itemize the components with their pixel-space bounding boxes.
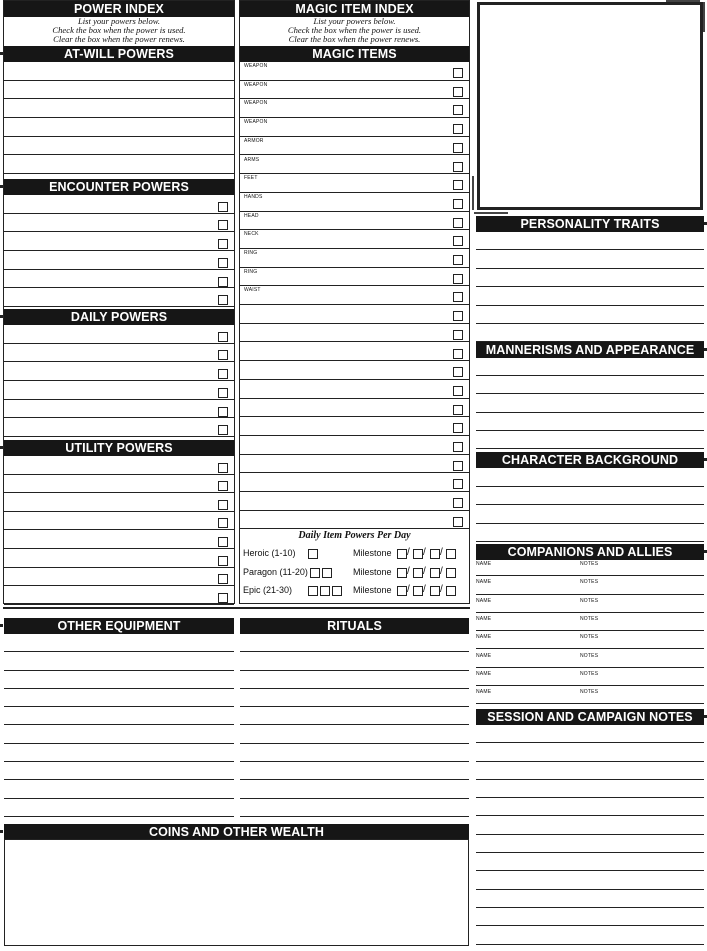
coins-wealth-header: COINS AND OTHER WEALTH: [4, 824, 469, 840]
session-note-line[interactable]: [476, 743, 704, 761]
session-note-line[interactable]: [476, 780, 704, 798]
edge-tick: [0, 52, 3, 55]
milestone-separator: /: [407, 584, 410, 595]
mannerisms-line[interactable]: [476, 358, 704, 376]
instruction-line: Clear the box when the power renews.: [288, 34, 421, 44]
power-index-title: POWER INDEX: [4, 1, 234, 17]
section-divider: [3, 607, 470, 609]
frame-corner-ornament: [474, 206, 508, 214]
frame-corner-ornament: [666, 0, 700, 10]
companion-notes-label: NOTES: [580, 561, 599, 567]
companion-notes-label: NOTES: [580, 670, 599, 677]
milestone-separator: /: [423, 584, 426, 595]
milestone-label: Milestone: [353, 566, 392, 577]
equipment-line[interactable]: [4, 652, 234, 670]
equipment-line[interactable]: [4, 799, 234, 817]
ritual-line[interactable]: [240, 652, 469, 670]
companion-name-label: NAME: [476, 561, 492, 567]
equipment-line[interactable]: [4, 634, 234, 652]
session-note-line[interactable]: [476, 890, 704, 908]
instruction-line: List your powers below.: [313, 16, 396, 26]
item-slot-label: WEAPON: [244, 119, 268, 126]
equipment-line[interactable]: [4, 671, 234, 689]
item-slot-label: ARMOR: [244, 137, 264, 144]
companion-notes-label: NOTES: [580, 597, 599, 604]
ritual-line[interactable]: [240, 671, 469, 689]
background-header: CHARACTER BACKGROUND: [476, 452, 704, 468]
ritual-line[interactable]: [240, 689, 469, 707]
companion-notes-label: NOTES: [580, 652, 599, 659]
equipment-line[interactable]: [4, 726, 234, 744]
mannerisms-line[interactable]: [476, 431, 704, 449]
item-slot-label: WEAPON: [244, 81, 268, 88]
personality-line[interactable]: [476, 269, 704, 287]
session-note-line[interactable]: [476, 871, 704, 889]
companions-header: COMPANIONS AND ALLIES: [476, 544, 704, 560]
daily-item-powers-title: Daily Item Powers Per Day: [298, 530, 411, 541]
tier-label: Paragon (11-20): [243, 566, 308, 577]
companion-name-label: NAME: [476, 579, 492, 586]
other-equipment-header: OTHER EQUIPMENT: [4, 618, 234, 634]
item-slot-label: HANDS: [244, 193, 263, 200]
companion-notes-label: NOTES: [580, 689, 599, 696]
equipment-line[interactable]: [4, 689, 234, 707]
item-slot-label: WEAPON: [244, 63, 268, 69]
frame-corner-ornament: [697, 2, 705, 32]
companion-name-label: NAME: [476, 670, 492, 677]
ritual-line[interactable]: [240, 762, 469, 780]
item-slot-label: WEAPON: [244, 100, 268, 107]
edge-tick: [0, 446, 3, 449]
mannerisms-header: MANNERISMS AND APPEARANCE: [476, 342, 704, 358]
session-note-line[interactable]: [476, 725, 704, 743]
companion-name-label: NAME: [476, 652, 492, 659]
milestone-label: Milestone: [353, 585, 392, 595]
item-slot-label: FEET: [244, 175, 258, 182]
edge-tick: [0, 315, 3, 318]
magic-items-header: MAGIC ITEMS: [240, 46, 469, 62]
milestone-separator: /: [440, 584, 443, 595]
personality-line[interactable]: [476, 287, 704, 305]
character-portrait-frame[interactable]: [477, 2, 703, 210]
instruction-line: Clear the box when the power renews.: [53, 34, 185, 44]
item-slot-label: RING: [244, 268, 258, 275]
item-slot-label: ARMS: [244, 156, 260, 163]
mannerisms-line[interactable]: [476, 376, 704, 394]
item-slot-label: NECK: [244, 231, 259, 238]
companion-notes-label: NOTES: [580, 579, 599, 586]
milestone-separator: /: [407, 565, 410, 577]
session-note-line[interactable]: [476, 835, 704, 853]
magic-item-index-title: MAGIC ITEM INDEX: [240, 1, 469, 17]
session-note-line[interactable]: [476, 762, 704, 780]
session-note-line[interactable]: [476, 908, 704, 926]
personality-line[interactable]: [476, 324, 704, 342]
instruction-line: Check the box when the power is used.: [287, 25, 422, 35]
session-note-line[interactable]: [476, 817, 704, 835]
companion-name-label: NAME: [476, 689, 492, 696]
personality-line[interactable]: [476, 232, 704, 250]
personality-traits-header: PERSONALITY TRAITS: [476, 216, 704, 232]
item-slot-label: WAIST: [244, 287, 261, 294]
personality-line[interactable]: [476, 306, 704, 324]
tier-label: Epic (21-30): [243, 585, 293, 595]
companion-name-label: NAME: [476, 634, 492, 641]
companion-notes-label: NOTES: [580, 615, 599, 622]
background-line[interactable]: [476, 505, 704, 524]
tier-label: Heroic (1-10): [243, 548, 296, 558]
companion-name-label: NAME: [476, 615, 492, 622]
milestone-separator: /: [440, 547, 443, 558]
ritual-line[interactable]: [240, 780, 469, 798]
background-line[interactable]: [476, 487, 704, 506]
ritual-line[interactable]: [240, 707, 469, 725]
utility-powers-header: UTILITY POWERS: [4, 440, 234, 456]
item-slot-label: RING: [244, 250, 258, 256]
equipment-line[interactable]: [4, 744, 234, 762]
coins-wealth-box[interactable]: [4, 839, 469, 946]
background-line[interactable]: [476, 468, 704, 487]
background-line[interactable]: [476, 524, 704, 543]
edge-tick: [0, 185, 3, 188]
session-note-line[interactable]: [476, 926, 704, 944]
milestone-separator: /: [407, 547, 410, 558]
mannerisms-line[interactable]: [476, 394, 704, 412]
personality-line[interactable]: [476, 250, 704, 268]
ritual-line[interactable]: [240, 799, 469, 817]
companion-notes-label: NOTES: [580, 634, 599, 641]
milestone-separator: /: [440, 565, 443, 577]
power-index-frame: [3, 0, 235, 604]
instruction-line: Check the box when the power is used.: [52, 25, 186, 35]
companion-name-label: NAME: [476, 597, 492, 604]
item-slot-label: HEAD: [244, 212, 259, 219]
equipment-line[interactable]: [4, 780, 234, 798]
instruction-line: List your powers below.: [78, 16, 160, 26]
at-will-powers-header: AT-WILL POWERS: [4, 46, 234, 62]
edge-tick: [0, 624, 3, 627]
rituals-header: RITUALS: [240, 618, 469, 634]
mannerisms-line[interactable]: [476, 413, 704, 431]
ritual-line[interactable]: [240, 744, 469, 762]
session-note-line[interactable]: [476, 853, 704, 871]
session-note-line[interactable]: [476, 798, 704, 816]
magic-item-frame: [239, 0, 470, 604]
frame-corner-ornament: [472, 176, 480, 210]
encounter-powers-header: ENCOUNTER POWERS: [4, 179, 234, 195]
ritual-line[interactable]: [240, 726, 469, 744]
edge-tick: [0, 830, 3, 833]
equipment-line[interactable]: [4, 762, 234, 780]
milestone-separator: /: [423, 547, 426, 558]
session-notes-header: SESSION AND CAMPAIGN NOTES: [476, 709, 704, 725]
daily-powers-header: DAILY POWERS: [4, 309, 234, 325]
ritual-line[interactable]: [240, 634, 469, 652]
equipment-line[interactable]: [4, 707, 234, 725]
milestone-separator: /: [423, 565, 426, 577]
milestone-label: Milestone: [353, 548, 392, 558]
